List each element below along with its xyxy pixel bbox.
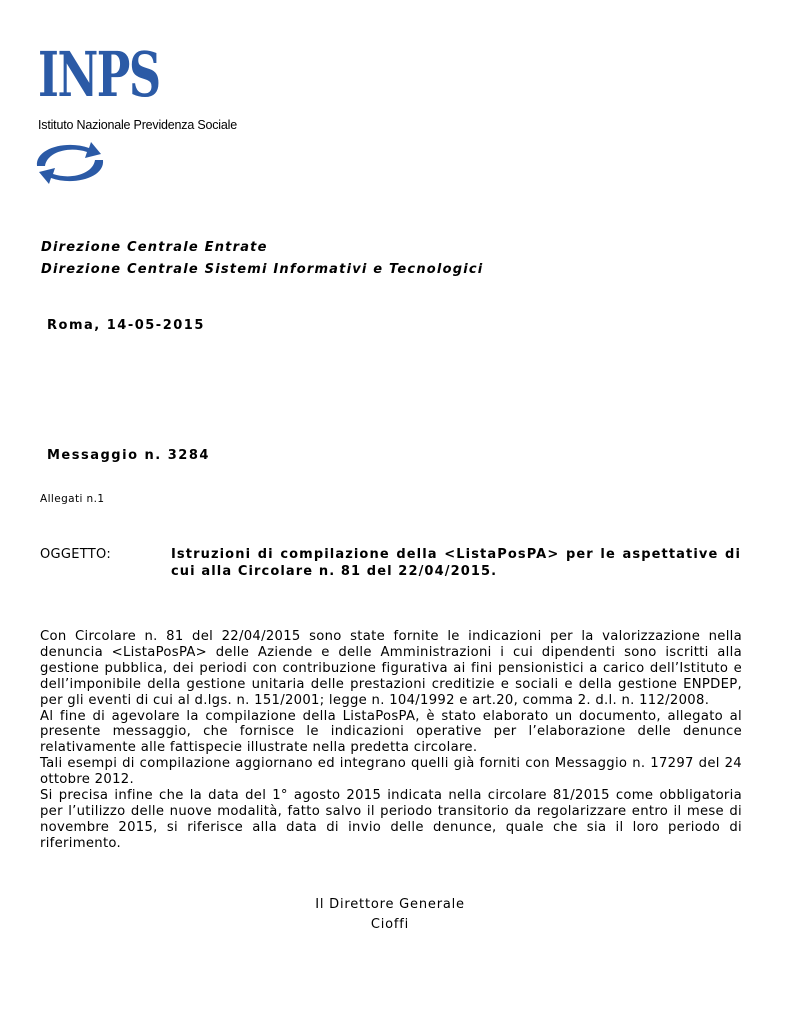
signature-title: Il Direttore Generale: [315, 897, 465, 912]
inps-logo-text: INPS: [38, 38, 160, 111]
body-paragraph: Con Circolare n. 81 del 22/04/2015 sono state fornite le indicazioni per la valorizzazione nella denuncia <ListaPosPA> delle Aziende e delle Amministrazioni i cui dipendenti sono iscritti alla gestione pubblica, dei periodi con contribuzione figurativa ai fini pensionistici a carico dell’Istituto e dell’imponibile della gestione unitaria delle prestazioni creditizie e sociali e della gestione ENPDEP, per gli eventi di cui al d.lgs. n. 151/2001; legge n. 104/1992 e art.20, comma 2. d.l. n. 112/2008.: [40, 629, 742, 708]
department-line-1: Direzione Centrale Entrate: [41, 240, 268, 255]
body-text: [40, 629, 742, 852]
inps-logo-arrows-icon: [27, 136, 113, 190]
body-paragraph: Al fine di agevolare la compilazione della ListaPosPA, è stato elaborato un documento, allegato al presente messaggio, che fornisce le indicazioni operative per l’elaborazione delle denunce relativamente alle fattispecie illustrate nella predetta circolare.: [40, 708, 742, 756]
subject-label: OGGETTO:: [40, 547, 112, 562]
department-line-2: Direzione Centrale Sistemi Informativi e Tecnologici: [41, 262, 484, 277]
message-number: Messaggio n. 3284: [47, 448, 210, 463]
logo-subtitle: Istituto Nazionale Previdenza Sociale: [38, 118, 237, 132]
body-paragraph: Si precisa infine che la data del 1° agosto 2015 indicata nella circolare 81/2015 come obbligatoria per l’utilizzo delle nuove modalità, fatto salvo il periodo transitorio da regolarizzare entro il mese di novembre 2015, si riferisce alla data di invio delle denunce, quale che sia il loro periodo di riferimento.: [40, 788, 742, 851]
body-paragraph: Tali esempi di compilazione aggiornano ed integrano quelli già forniti con Messaggio n. 17297 del 24 ottobre 2012.: [40, 756, 742, 788]
signature-name: Cioffi: [370, 917, 410, 932]
attachments-count: Allegati n.1: [40, 493, 105, 505]
place-date: Roma, 14-05-2015: [47, 318, 205, 333]
subject-text: Istruzioni di compilazione della <ListaPosPA> per le aspettative di cui alla Circolare n. 81 del 22/04/2015.: [171, 547, 741, 579]
